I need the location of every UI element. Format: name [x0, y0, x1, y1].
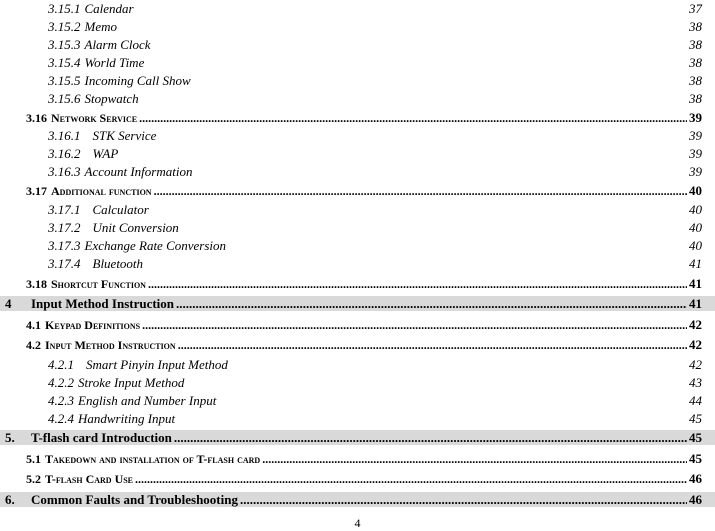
toc-entry-title: Input Method Instruction [31, 296, 175, 311]
toc-entry-page: 42 [689, 317, 702, 332]
toc-entry-title: Bluetooth [92, 256, 144, 271]
toc-entry-title: Takedown and installation of T-flash card [45, 452, 261, 466]
toc-entry[interactable] [0, 91, 715, 108]
toc-entry[interactable] [0, 1, 715, 18]
toc-entry-title: Network Service [51, 111, 138, 125]
toc-entry-number: 5. [5, 430, 15, 445]
toc-entry[interactable] [0, 256, 715, 273]
toc-entry-title: Stopwatch [84, 91, 139, 106]
toc-entry-page: 38 [689, 73, 702, 88]
dot-leader [139, 111, 687, 126]
toc-entry-page: 39 [689, 164, 702, 179]
toc-entry-title: Alarm Clock [84, 37, 151, 52]
toc-entry[interactable] [0, 146, 715, 163]
toc-entry-number: 3.17 [26, 184, 47, 198]
toc-entry-page: 40 [689, 238, 702, 253]
toc-entry[interactable] [0, 183, 715, 200]
toc-entry-number: 3.15.1 [48, 1, 81, 16]
toc-entry-number: 3.17.2 [48, 220, 81, 235]
toc-entry-number: 5.2 [26, 472, 41, 486]
toc-entry[interactable] [0, 19, 715, 36]
toc-entry-page: 40 [689, 220, 702, 235]
toc-entry-page: 42 [689, 337, 702, 352]
toc-entry-page: 41 [689, 296, 702, 311]
toc-entry-number: 5.1 [26, 452, 41, 466]
dot-leader [174, 430, 687, 446]
toc-entry-title: Exchange Rate Conversion [84, 238, 227, 253]
dot-leader [135, 472, 687, 487]
toc-entry-page: 45 [689, 430, 702, 445]
toc-entry-page: 45 [689, 411, 702, 426]
toc-entry-page: 40 [689, 202, 702, 217]
toc-entry-page: 40 [689, 183, 702, 198]
toc-entry[interactable] [0, 164, 715, 181]
toc-entry-title: Unit Conversion [92, 220, 179, 235]
toc-entry-number: 3.16.1 [48, 128, 81, 143]
toc-entry[interactable] [0, 296, 715, 311]
toc-entry-number: 4.2.3 [48, 393, 74, 408]
toc-entry-title: Stroke Input Method [78, 375, 185, 390]
toc-entry[interactable] [0, 55, 715, 72]
toc-entry[interactable] [0, 110, 715, 127]
toc-entry-number: 3.17.3 [48, 238, 81, 253]
toc-entry-title: Input Method Instruction [45, 338, 176, 352]
dot-leader [148, 277, 687, 292]
toc-entry-number: 3.15.6 [48, 91, 81, 106]
toc-entry-title: Calculator [92, 202, 149, 217]
toc-entry[interactable] [0, 492, 715, 507]
toc-entry-number: 4.2.4 [48, 411, 74, 426]
toc-entry-title: Additional function [51, 184, 152, 198]
dot-leader [240, 492, 687, 508]
toc-entry-number: 3.15.2 [48, 19, 81, 34]
toc-entry-title: WAP [92, 146, 119, 161]
toc-entry-number: 3.15.4 [48, 55, 81, 70]
toc-entry-title: Incoming Call Show [84, 73, 191, 88]
toc-entry-number: 3.18 [26, 277, 47, 291]
dot-leader [262, 452, 687, 467]
toc-entry[interactable] [0, 128, 715, 145]
toc-entry-page: 39 [689, 110, 702, 125]
toc-entry-page: 37 [689, 1, 702, 16]
dot-leader [142, 318, 687, 333]
toc-entry-title: Keypad Definitions [45, 318, 141, 332]
toc-entry-number: 4.2.2 [48, 375, 74, 390]
toc-entry-number: 3.17.4 [48, 256, 81, 271]
toc-entry-page: 38 [689, 55, 702, 70]
toc-entry[interactable] [0, 238, 715, 255]
toc-entry-page: 39 [689, 146, 702, 161]
dot-leader [178, 338, 687, 353]
page-number: 4 [354, 516, 361, 530]
toc-entry-number: 3.16 [26, 111, 47, 125]
toc-entry-title: English and Number Input [78, 393, 217, 408]
toc-entry[interactable] [0, 393, 715, 410]
toc-entry-page: 41 [689, 256, 702, 271]
toc-entry-title: STK Service [92, 128, 157, 143]
toc-entry-title: Common Faults and Troubleshooting [31, 492, 238, 507]
toc-entry-title: Handwriting Input [78, 411, 176, 426]
toc-entry-title: World Time [84, 55, 145, 70]
toc-entry-number: 4.2 [26, 338, 41, 352]
toc-entry-page: 38 [689, 19, 702, 34]
toc-entry-page: 46 [689, 471, 702, 486]
toc-entry[interactable] [0, 202, 715, 219]
toc-entry[interactable] [0, 451, 715, 468]
toc-entry-page: 42 [689, 357, 702, 372]
toc-entry-title: T-flash Card Use [45, 472, 134, 486]
toc-entry-page: 46 [689, 492, 702, 507]
toc-entry-page: 43 [689, 375, 702, 390]
toc-entry-title: Calendar [84, 1, 134, 16]
toc-entry[interactable] [0, 337, 715, 354]
toc-entry-page: 45 [689, 451, 702, 466]
toc-entry-number: 4.1 [26, 318, 41, 332]
toc-entry-number: 4.2.1 [48, 357, 74, 372]
toc-entry[interactable] [0, 317, 715, 334]
toc-entry-page: 44 [689, 393, 702, 408]
toc-entry-number: 3.16.3 [48, 164, 81, 179]
toc-entry-number: 3.15.5 [48, 73, 81, 88]
toc-entry[interactable] [0, 276, 715, 293]
toc-entry-title: T-flash card Introduction [31, 430, 172, 445]
toc-entry-number: 3.16.2 [48, 146, 81, 161]
toc-entry-page: 41 [689, 276, 702, 291]
toc-entry-title: Smart Pinyin Input Method [86, 357, 228, 372]
toc-entry-number: 3.15.3 [48, 37, 81, 52]
toc-entry[interactable] [0, 471, 715, 488]
toc-entry[interactable] [0, 357, 715, 374]
toc-entry-page: 39 [689, 128, 702, 143]
toc-entry-number: 3.17.1 [48, 202, 81, 217]
toc-entry-title: Account Information [84, 164, 193, 179]
toc-entry[interactable] [0, 73, 715, 90]
dot-leader [154, 184, 687, 199]
toc-entry-title: Shortcut Function [51, 277, 146, 291]
toc-entry[interactable] [0, 411, 715, 428]
toc-entry[interactable] [0, 375, 715, 392]
toc-entry[interactable] [0, 37, 715, 54]
toc-entry-title: Memo [84, 19, 117, 34]
toc-entry[interactable] [0, 430, 715, 445]
toc-entry-number: 6. [5, 492, 15, 507]
dot-leader [176, 296, 687, 312]
toc-entry-page: 38 [689, 91, 702, 106]
toc-entry-number: 4 [5, 296, 12, 311]
toc-entry-page: 38 [689, 37, 702, 52]
toc-entry[interactable] [0, 220, 715, 237]
